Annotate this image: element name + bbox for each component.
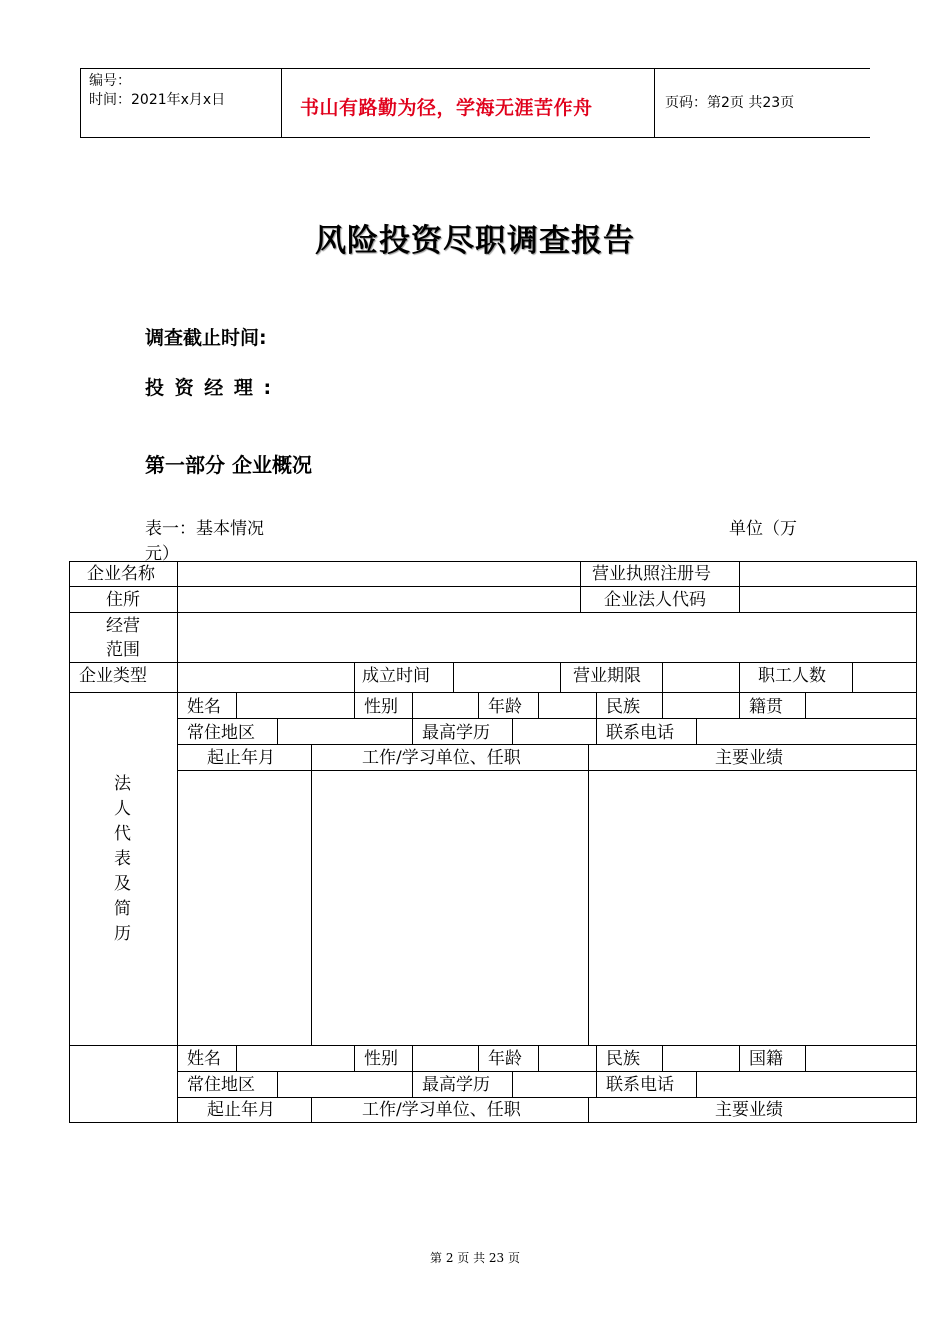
cell-education-2: 最高学历: [422, 1075, 490, 1095]
cell-residence-2: 常住地区: [187, 1075, 255, 1095]
cell-work-unit: 工作/学习单位、任职: [362, 748, 521, 768]
cell-achievements: 主要业绩: [715, 748, 783, 768]
cell-company-name: 企业名称: [87, 564, 155, 584]
section-title: 第一部分 企业概况: [145, 453, 312, 477]
page-title: 风险投资尽职调查报告: [315, 223, 635, 259]
cell-nationality-2: 国籍: [749, 1049, 783, 1069]
cell-address: 住所: [106, 590, 140, 610]
cell-phone: 联系电话: [606, 723, 674, 743]
page-footer: 第 2 页 共 23 页: [430, 1251, 520, 1265]
header-motto: 书山有路勤为径，学海无涯苦作舟: [300, 97, 593, 119]
deadline-label: 调查截止时间:: [145, 327, 267, 349]
header-date: 时间：2021年x月x日: [89, 92, 226, 108]
cell-ethnicity: 民族: [606, 697, 640, 717]
header-number: 编号：: [89, 73, 131, 89]
cell-license-no: 营业执照注册号: [592, 564, 711, 584]
manager-label: 投 资 经 理 :: [145, 377, 274, 399]
cell-period-2: 起止年月: [207, 1100, 275, 1120]
cell-age: 年龄: [488, 697, 522, 717]
cell-gender-2: 性别: [364, 1049, 398, 1069]
cell-achievements-2: 主要业绩: [715, 1100, 783, 1120]
cell-residence: 常住地区: [187, 723, 255, 743]
cell-phone-2: 联系电话: [606, 1075, 674, 1095]
cell-age-2: 年龄: [488, 1049, 522, 1069]
legal-rep-vertical-label: 法 人 代 表 及 简 历: [114, 774, 131, 944]
cell-gender: 性别: [364, 697, 398, 717]
cell-period: 起止年月: [207, 748, 275, 768]
cell-work-unit-2: 工作/学习单位、任职: [362, 1100, 521, 1120]
cell-legal-code: 企业法人代码: [604, 590, 706, 610]
cell-scope-1: 经营: [106, 616, 140, 636]
unit-label-cont: 元）: [145, 544, 179, 564]
cell-name-2: 姓名: [187, 1049, 221, 1069]
cell-employees: 职工人数: [758, 666, 826, 686]
unit-label: 单位（万: [729, 519, 797, 539]
cell-scope-2: 范围: [106, 640, 140, 660]
table-caption: 表一：基本情况: [145, 519, 264, 539]
cell-founded: 成立时间: [362, 666, 430, 686]
cell-name: 姓名: [187, 697, 221, 717]
cell-native-place: 籍贯: [749, 697, 783, 717]
cell-education: 最高学历: [422, 723, 490, 743]
cell-business-term: 营业期限: [573, 666, 641, 686]
cell-company-type: 企业类型: [79, 666, 147, 686]
header-page-info: 页码：第2页 共23页: [665, 95, 795, 111]
cell-ethnicity-2: 民族: [606, 1049, 640, 1069]
